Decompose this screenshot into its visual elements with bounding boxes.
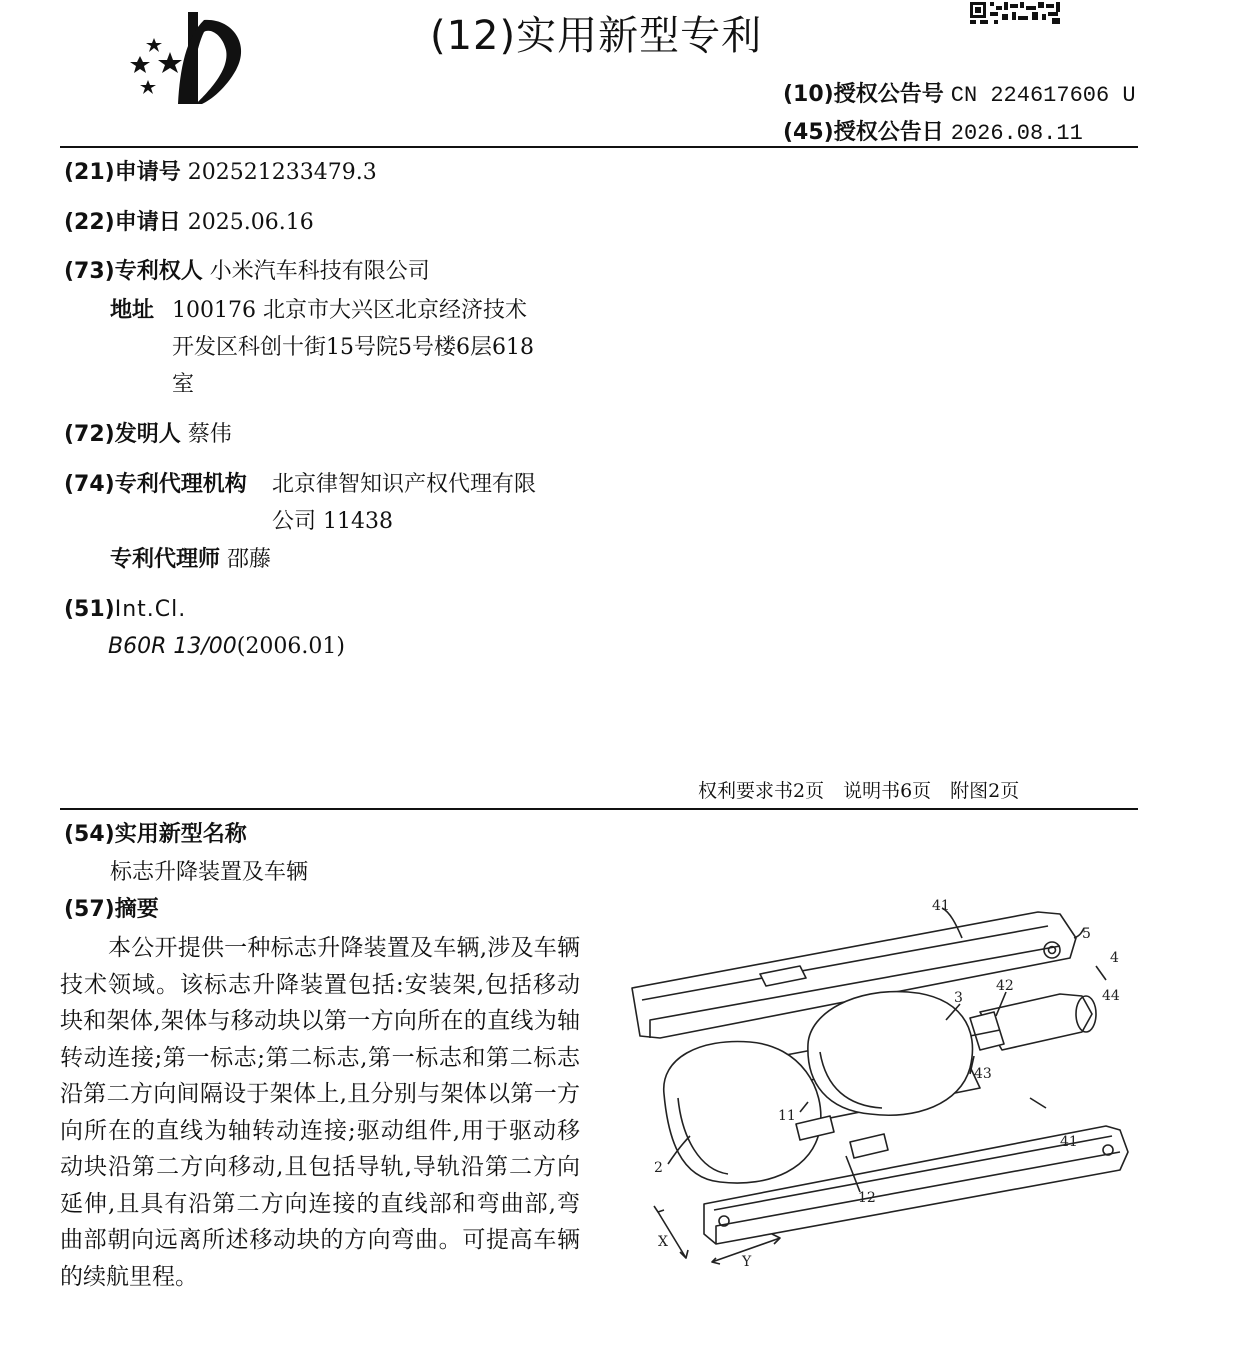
abstract-text: 本公开提供一种标志升降装置及车辆,涉及车辆技术领域。该标志升降装置包括:安装架,包括移动块和架体,架体与移动块以第一方向所在的直线为轴转动连接;第一标志;第二标志,第一标志和第二标志沿第二方向间隔设于架体上,且分别与架体以第一方向所在的直线为轴转动连接;驱动组件,用于驱动移动块沿第二方向移动,且包括导轨,导轨沿第二方向延伸,且具有沿第二方向连接的直线部和弯曲部,弯曲部朝向远离所述移动块的方向弯曲。可提高车辆的续航里程。: [60, 935, 580, 1290]
abstract-figure: [620, 888, 1140, 1278]
address-label: 地址: [110, 298, 155, 323]
fig-axis-y: Y: [742, 1254, 752, 1270]
fig-label-3: 3: [954, 990, 963, 1006]
ipc-label: (51)Int.Cl.: [64, 597, 187, 622]
utility-model-name-label: (54)实用新型名称: [64, 822, 247, 847]
patent-agent: 专利代理师 邵藤: [110, 547, 272, 572]
page-counts: 权利要求书2页 说明书6页 附图2页: [698, 780, 1020, 802]
document-type-title: (12)实用新型专利: [430, 13, 763, 59]
application-number: (21)申请号 202521233479.3: [64, 160, 377, 185]
qr-code: [968, 0, 1062, 24]
fig-label-4: 4: [1110, 950, 1119, 966]
publication-date: (45)授权公告日 2026.08.11: [783, 120, 1083, 146]
fig-axis-x: X: [658, 1234, 668, 1250]
fig-label-43: 43: [974, 1066, 992, 1082]
section-rule: [60, 808, 1138, 810]
address-lines: 100176 北京市大兴区北京经济技术 开发区科创十街15号院5号楼6层618 室: [172, 298, 534, 397]
fig-label-12: 12: [858, 1190, 876, 1206]
fig-label-42: 42: [996, 978, 1014, 994]
publication-number: (10)授权公告号 CN 224617606 U: [783, 82, 1136, 108]
utility-model-title: 标志升降装置及车辆: [110, 860, 309, 885]
patent-agency-label: (74)专利代理机构: [64, 472, 247, 497]
application-date: (22)申请日 2025.06.16: [64, 210, 314, 235]
cnipa-logo: [126, 8, 256, 108]
fig-label-5: 5: [1082, 926, 1091, 942]
ipc-class: B60R 13/00(2006.01): [108, 634, 345, 659]
header-rule: [60, 146, 1138, 148]
patent-agency: 北京律智知识产权代理有限 公司 11438: [272, 472, 537, 534]
fig-label-44: 44: [1102, 988, 1120, 1004]
fig-label-2: 2: [654, 1160, 663, 1176]
inventor: (72)发明人 蔡伟: [64, 422, 232, 447]
patentee: (73)专利权人 小米汽车科技有限公司: [64, 259, 430, 284]
abstract-label: (57)摘要: [64, 897, 159, 922]
fig-label-41-bottom: 41: [1060, 1134, 1078, 1150]
fig-label-41-top: 41: [932, 898, 950, 914]
fig-label-11: 11: [778, 1108, 796, 1124]
